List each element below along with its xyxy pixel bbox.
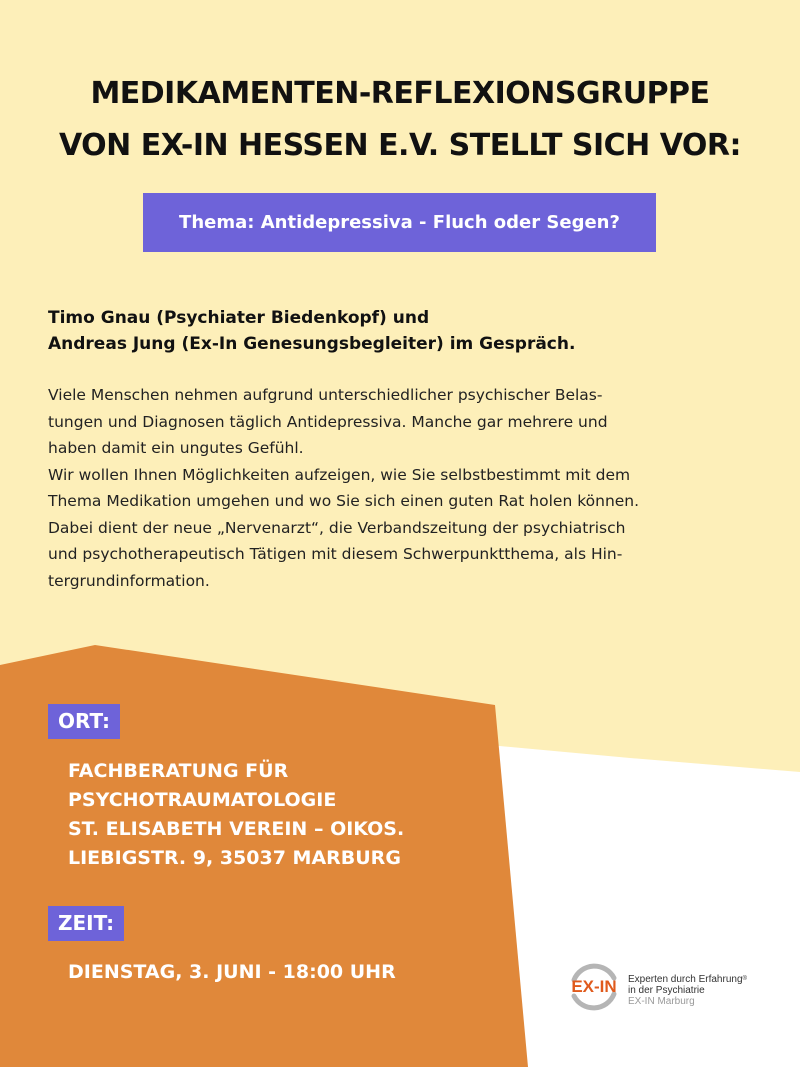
location-line: FACHBERATUNG FÜR bbox=[68, 760, 289, 782]
theme-label: Thema: Antidepressiva - Fluch oder Segen? bbox=[179, 212, 620, 233]
logo-arc-bottom-icon bbox=[574, 994, 614, 1008]
logo-line-1: Experten durch Erfahrung bbox=[628, 974, 743, 985]
ex-in-logo bbox=[566, 960, 766, 1014]
headline bbox=[0, 68, 800, 172]
location-line: PSYCHOTRAUMATOLOGIE bbox=[68, 789, 337, 811]
description-line: Wir wollen Ihnen Möglichkeiten aufzeigen, wie Sie selbstbestimmt mit dem bbox=[48, 465, 631, 484]
description-line: haben damit ein ungutes Gefühl. bbox=[48, 439, 304, 457]
description-line: tergrundinformation. bbox=[48, 571, 210, 590]
headline-line-2: VON EX-IN HESSEN E.V. STELLT SICH VOR: bbox=[58, 128, 742, 163]
description-line: tungen und Diagnosen täglich Antidepressiva. Manche gar mehrere und bbox=[48, 412, 608, 431]
theme-banner bbox=[143, 193, 656, 252]
ex-in-logo-mark bbox=[566, 960, 622, 1014]
location-line: LIEBIGSTR. 9, 35037 MARBURG bbox=[68, 847, 401, 869]
time-value: DIENSTAG, 3. JUNI - 18:00 UHR bbox=[68, 961, 396, 983]
logo-text bbox=[628, 974, 747, 1007]
logo-line-2: in der Psychiatrie bbox=[628, 985, 705, 996]
time-label: ZEIT: bbox=[48, 906, 124, 941]
registered-mark: ® bbox=[742, 976, 747, 982]
headline-line-1: MEDIKAMENTEN-REFLEXIONSGRUPPE bbox=[90, 76, 710, 111]
logo-mark-text: EX-IN bbox=[571, 977, 617, 996]
description bbox=[48, 382, 758, 594]
description-line: Viele Menschen nehmen aufgrund unterschiedlicher psychischer Belas- bbox=[48, 386, 603, 404]
speakers-line-1: Timo Gnau (Psychiater Biedenkopf) und bbox=[48, 308, 430, 328]
speakers-line-2: Andreas Jung (Ex-In Genesungsbegleiter) im Gespräch. bbox=[48, 334, 576, 354]
speakers-intro bbox=[48, 305, 768, 357]
logo-line-3: EX-IN Marburg bbox=[628, 996, 695, 1007]
description-line: Thema Medikation umgehen und wo Sie sich einen guten Rat holen können. bbox=[48, 492, 640, 510]
description-line: und psychotherapeutisch Tätigen mit diesem Schwerpunktthema, als Hin- bbox=[48, 545, 623, 563]
description-line: Dabei dient der neue „Nervenarzt“, die Verbandszeitung der psychiatrisch bbox=[48, 518, 626, 537]
location-line: ST. ELISABETH VEREIN – OIKOS. bbox=[68, 818, 405, 840]
location-address bbox=[68, 757, 404, 873]
location-label: ORT: bbox=[48, 704, 120, 739]
